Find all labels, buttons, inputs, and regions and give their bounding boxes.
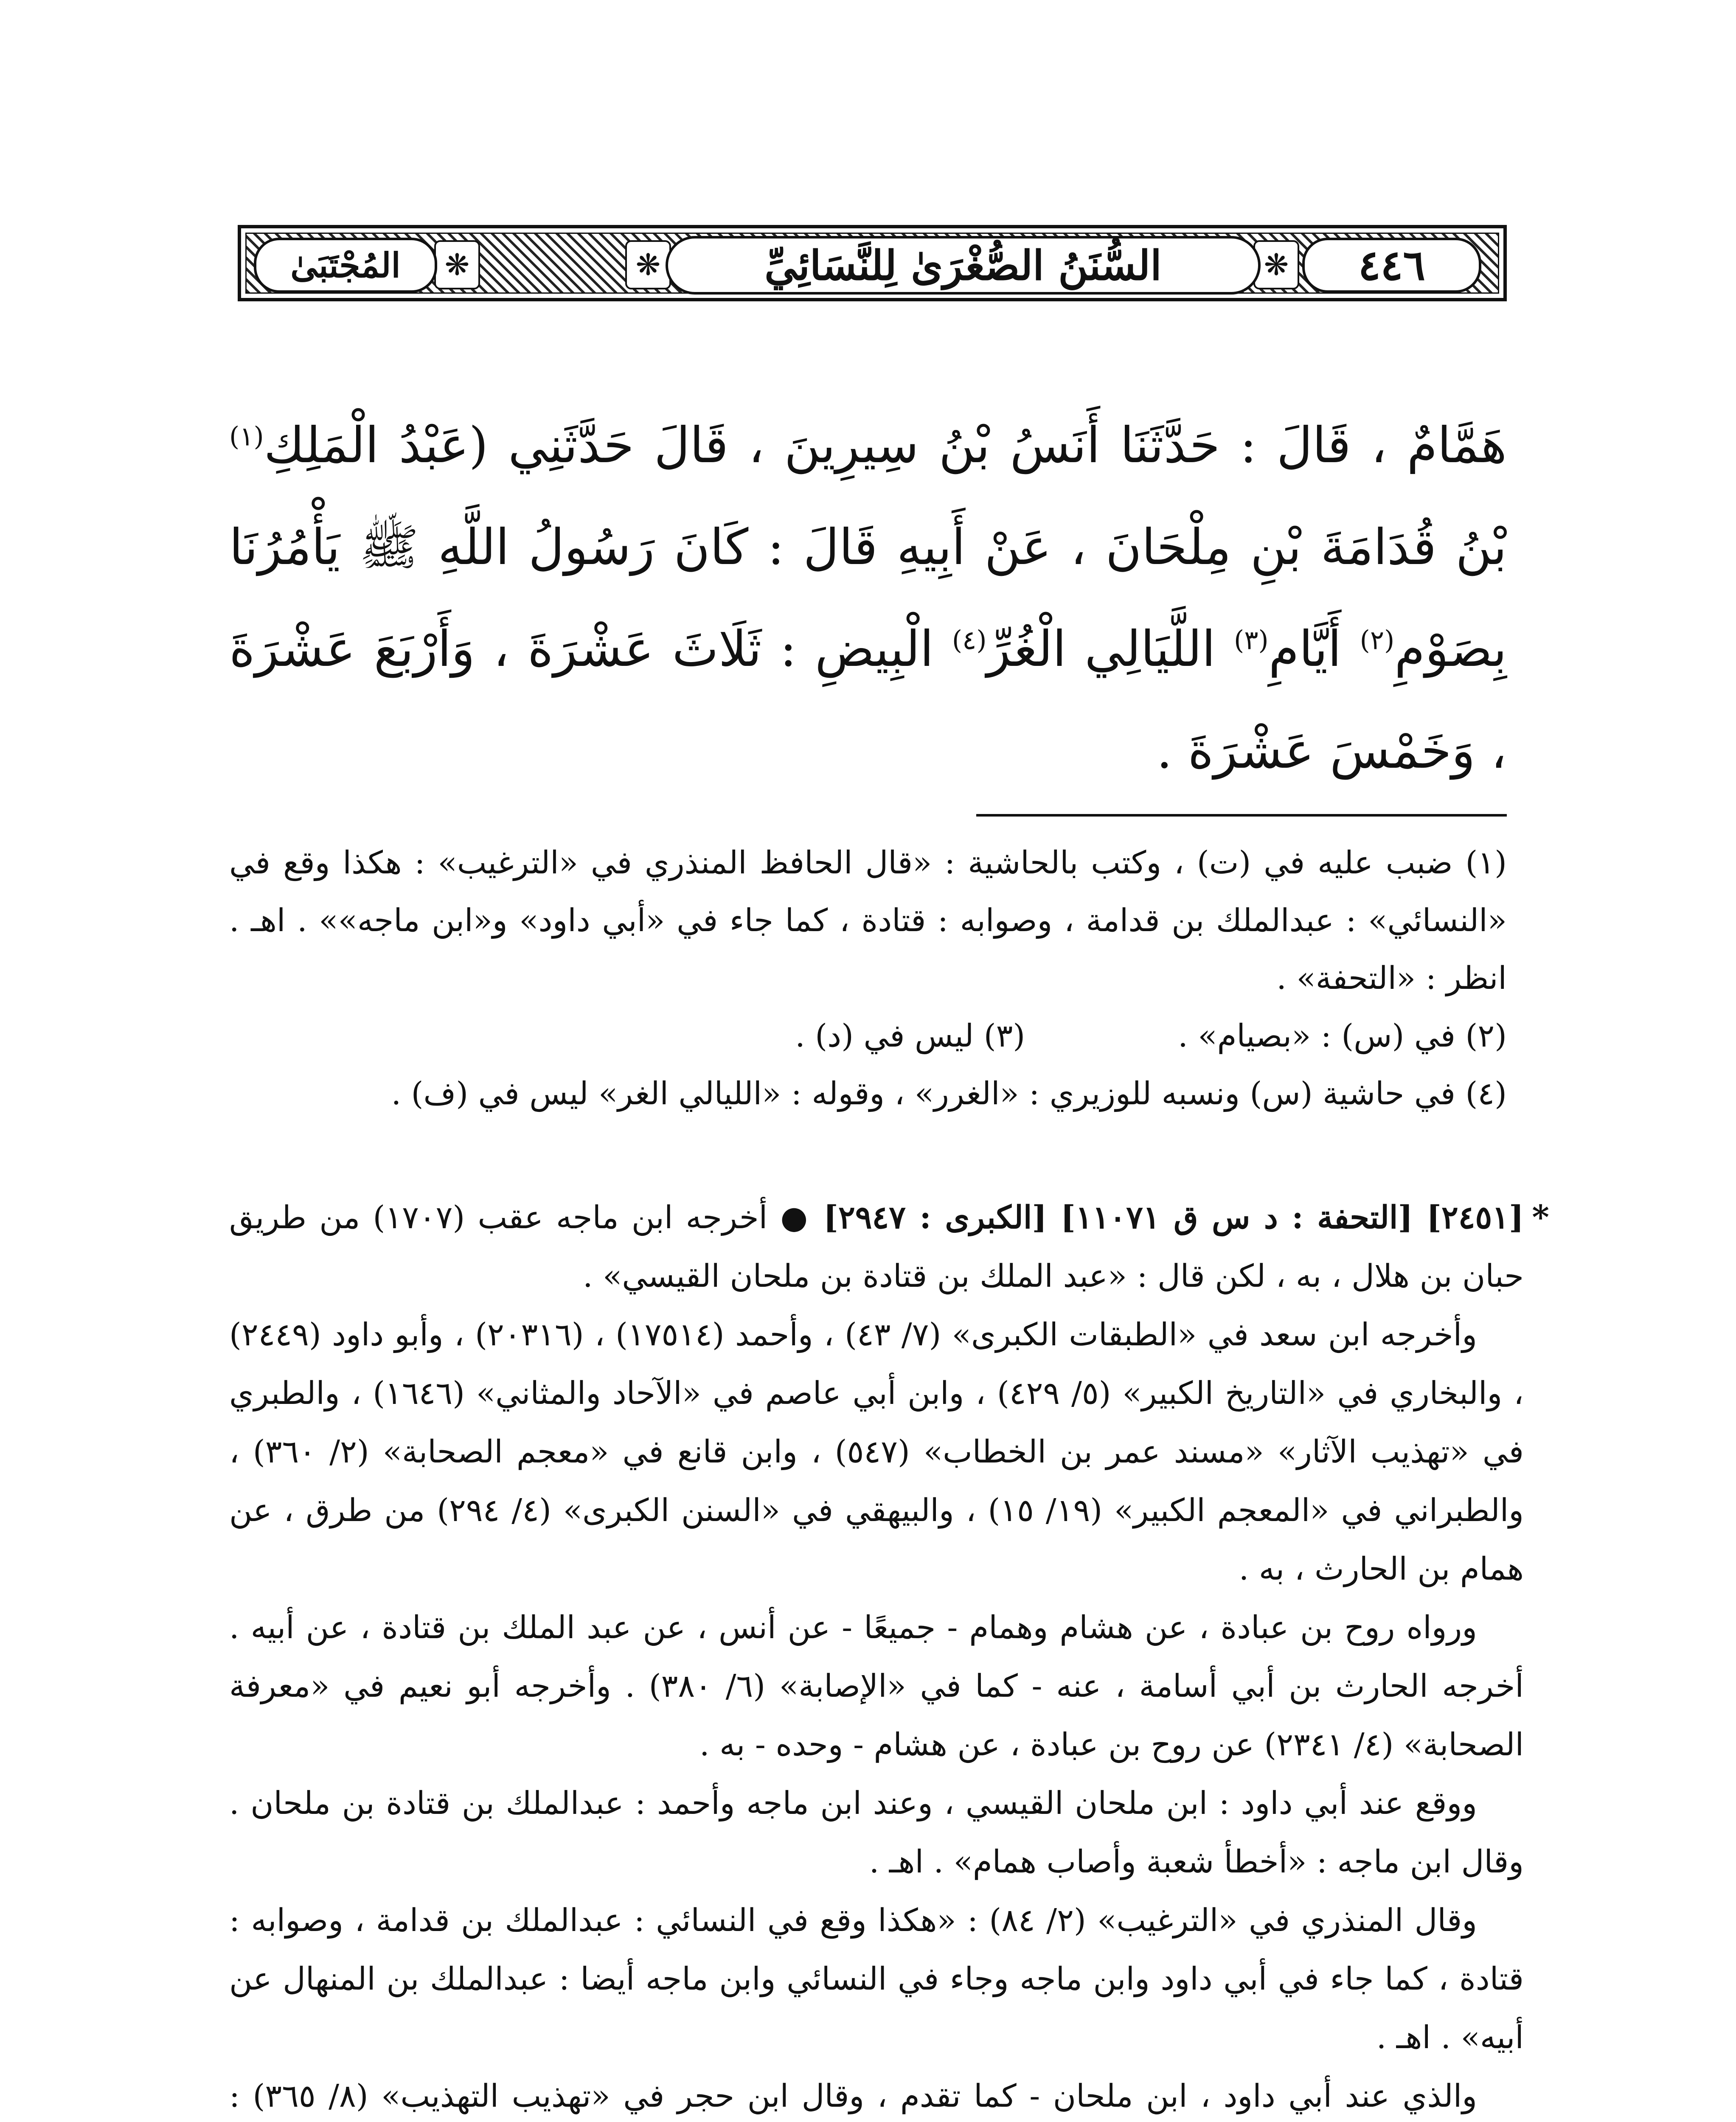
takhrij-paragraph bbox=[229, 1188, 1549, 1305]
page-number: ٤٤٦ bbox=[1358, 241, 1425, 290]
takhrij-section bbox=[229, 1188, 1549, 2122]
takhrij-paragraph: وقال المنذري في «الترغيب» (٢/ ٨٤) : «هكذا وقع في النسائي : عبدالملك بن قدامة ، وصوابه : قتادة ، كما جاء في أبي داود وابن ماجه وجاء في النسائي وابن ماجه أيضا : عبدالملك بن المنهال عن أبيه» . اهـ . bbox=[229, 1902, 1524, 2056]
running-title: السُّنَنُ الصُّغْرَىٰ لِلنَّسَائِيِّ bbox=[764, 241, 1162, 289]
footnote-marker: (٢) bbox=[1360, 624, 1395, 656]
takhrij-paragraph: والذي عند أبي داود ، ابن ملحان - كما تقدم ، وقال ابن حجر في «تهذيب التهذيب» (٨/ ٣٦٥) : bbox=[229, 2078, 1477, 2114]
running-title-cartouche bbox=[666, 236, 1261, 295]
hadith-segment: اللَّيَالِي الْغُرِّ bbox=[986, 620, 1216, 678]
ornament-icon: ❋ bbox=[434, 240, 480, 289]
page-header bbox=[238, 225, 1507, 301]
takhrij-paragraph: ورواه روح بن عبادة ، عن هشام وهمام - جميعًا - عن أنس ، عن عبد الملك بن قتادة ، عن أبيه . أخرجه الحارث بن أبي أسامة ، عنه - كما في «الإصابة» (٦/ ٣٨٠) . وأخرجه أبو نعيم في «معرفة الصحابة» (٤/ ٢٣٤١) عن روح بن عبادة ، عن هشام - وحده - به . bbox=[229, 1609, 1524, 1763]
footnote-marker: (٣) bbox=[1234, 624, 1269, 656]
hadith-segment: هَمَّامٌ ، قَالَ : حَدَّثَنَا أَنَسُ بْنُ سِيرِينَ ، قَالَ حَدَّثَنِي (عَبْدُ الْمَلِكِ bbox=[264, 417, 1507, 474]
hadith-text bbox=[229, 395, 1507, 802]
footnote-separator bbox=[976, 814, 1507, 817]
hadith-segment: الْبِيضِ : ثَلَاثَ عَشْرَةَ ، وَأَرْبَعَ عَشْرَةَ ، وَخَمْسَ عَشْرَةَ . bbox=[229, 620, 1507, 780]
takhrij-reference: [٢٤٥١] [التحفة : د س ق ١١٠٧١] [الكبرى : ٢٩٤٧] bbox=[823, 1199, 1524, 1236]
takhrij-text: أخرجه ابن ماجه عقب (١٧٠٧) من طريق حبان بن هلال ، به ، لكن قال : «عبد الملك بن قتادة بن ملحان القيسي» . bbox=[229, 1199, 1524, 1294]
page-number-cartouche bbox=[1302, 238, 1481, 293]
footnote-1: (١) ضبب عليه في (ت) ، وكتب بالحاشية : «قال الحافظ المنذري في «الترغيب» : هكذا وقع في «النسائي» : عبدالملك بن قدامة ، وصوابه : قتادة ، كما جاء في «أبي داود» و«ابن ماجه»» . اهـ . انظر : «التحفة» . bbox=[229, 845, 1507, 996]
hadith-segment: بْنُ قُدَامَةَ بْنِ مِلْحَانَ ، عَنْ أَبِيهِ قَالَ : كَانَ رَسُولُ اللَّهِ ﷺ يَأْمُرُنَا بِصَوْمِ bbox=[229, 519, 1507, 678]
footnote-4: (٤) في حاشية (س) ونسبه للوزيري : «الغرر» ، وقوله : «الليالي الغر» ليس في (ف) . bbox=[391, 1075, 1507, 1112]
star-icon: * bbox=[1532, 1198, 1549, 1237]
book-name: المُجْتَبَىٰ bbox=[290, 245, 401, 285]
footnotes bbox=[229, 834, 1507, 1123]
footnote-marker: (٤) bbox=[952, 624, 987, 656]
footnote-marker: (١) bbox=[229, 421, 264, 452]
takhrij-paragraph: ووقع عند أبي داود : ابن ملحان القيسي ، وعند ابن ماجه وأحمد : عبدالملك بن قتادة بن ملحان . وقال ابن ماجه : «أخطأ شعبة وأصاب همام» . اهـ . bbox=[229, 1785, 1524, 1880]
ornament-icon: ❋ bbox=[625, 240, 671, 289]
ornament-icon: ❋ bbox=[1253, 240, 1299, 289]
footnote-3: (٣) ليس في (د) . bbox=[795, 1018, 1025, 1054]
hadith-segment: أَيَّامِ bbox=[1268, 620, 1342, 678]
footnote-pair bbox=[229, 1007, 1507, 1065]
book-name-cartouche bbox=[254, 238, 437, 293]
bullet-icon: ● bbox=[780, 1199, 811, 1236]
footnote-2: (٢) في (س) : «بصيام» . bbox=[1178, 1018, 1507, 1054]
takhrij-paragraph: وأخرجه ابن سعد في «الطبقات الكبرى» (٧/ ٤٣) ، وأحمد (١٧٥١٤) ، (٢٠٣١٦) ، وأبو داود (٢٤٤٩) ، والبخاري في «التاريخ الكبير» (٥/ ٤٢٩) ، وابن أبي عاصم في «الآحاد والمثاني» (١٦٤٦) ، والطبري في «تهذيب الآثار» «مسند عمر بن الخطاب» (٥٤٧) ، وابن قانع في «معجم الصحابة» (٢/ ٣٦٠) ، والطبراني في «المعجم الكبير» (١٩/ ١٥) ، والبيهقي في «السنن الكبرى» (٤/ ٢٩٤) من طرق ، عن همام بن الحارث ، به . bbox=[229, 1316, 1524, 1587]
